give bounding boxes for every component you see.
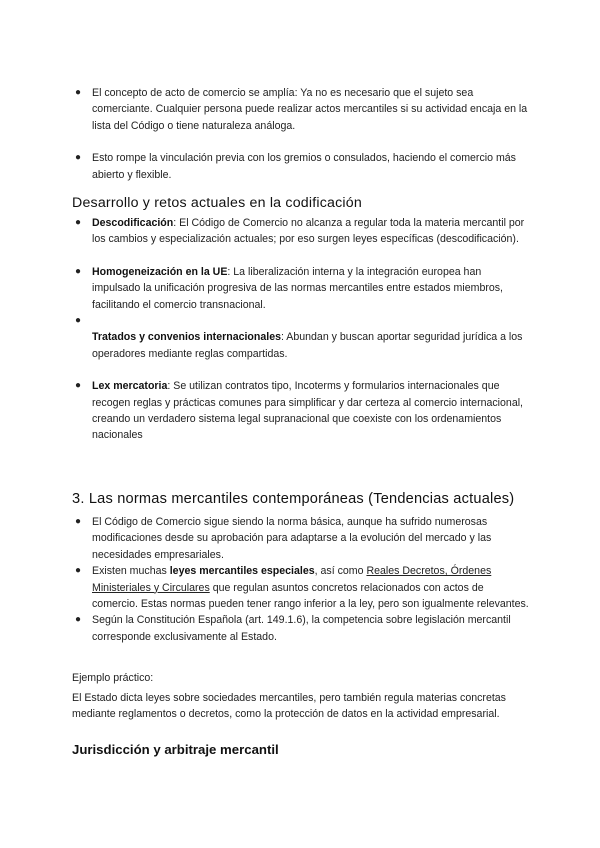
example-label: Ejemplo práctico: (72, 672, 154, 684)
intro-list (75, 85, 532, 183)
term-label: Tratados y convenios internacionales (92, 331, 281, 344)
bullet-icon: ● (75, 152, 82, 164)
term-label: Homogeneización en la UE (92, 265, 228, 278)
list-item: ● El Código de Comercio sigue siendo la norma básica, aunque ha sufrido numerosas modificaciones desde su aprobación para adaptarse a la evolución del mercado y las necesidades empresariales. (75, 516, 492, 561)
section-heading-desarrollo: Desarrollo y retos actuales en la codificación (72, 195, 362, 211)
term-label: Descodificación (92, 217, 174, 229)
underlined-link[interactable]: Reales Decretos, Órdenes Ministeriales y Circulares (92, 565, 492, 594)
bullet-icon: ● (75, 380, 82, 392)
normas-list (75, 514, 532, 645)
bullet-icon: ● (75, 87, 82, 98)
emphasis-text: leyes mercantiles especiales (169, 565, 315, 578)
list-item: ● Esto rompe la vinculación previa con los gremios o consulados, haciendo el comercio más abierto y flexible. (75, 152, 516, 181)
desarrollo-list (75, 215, 532, 444)
bullet-icon: ● (75, 315, 82, 327)
section-heading-normas: 3. Las normas mercantiles contemporáneas (Tendencias actuales) (72, 491, 515, 507)
bullet-icon: ● (75, 265, 82, 277)
list-item: ● Según la Constitución Española (art. 149.1.6), la competencia sobre legislación mercantil corresponde exclusivamente al Estado. (75, 614, 511, 643)
bullet-icon: ● (75, 217, 82, 228)
term-label: Lex mercatoria (92, 380, 168, 393)
list-item: ● Tratados y convenios internacionales: Abundan y buscan aportar seguridad jurídica a los operadores mediante reglas compartidas. (75, 315, 523, 360)
list-item: ● Descodificación: El Código de Comercio no alcanza a regular toda la materia mercantil por los cambios y especialización actuales; por eso surgen leyes específicas (descodificación). (75, 217, 525, 246)
list-item: ● Homogeneización en la UE: La liberalización interna y la integración europea han impulsado la unificación progresiva de las normas mercantiles entre estados miembros, facilitando el comercio transnacional. (75, 265, 503, 311)
example-text: El Estado dicta leyes sobre sociedades mercantiles, pero también regula materias concretas mediante reglamentos o decretos, como la protección de datos en la actividad empresarial. (72, 692, 506, 721)
section-heading-jurisdiccion: Jurisdicción y arbitraje mercantil (72, 742, 279, 757)
bullet-icon: ● (75, 516, 82, 527)
list-item: ● El concepto de acto de comercio se amplía: Ya no es necesario que el sujeto sea comerciante. Cualquier persona puede realizar actos mercantiles si su actividad encaja en la lista del Código o tiene naturaleza análoga. (75, 87, 528, 132)
list-item: ● Existen muchas leyes mercantiles especiales, así como Reales Decretos, Órdenes Ministeriales y Circulares que regulan asuntos concretos relacionados con actos de comercio. Estas normas pueden tener rango inferior a la ley, pero son igualmente relevantes. (75, 565, 529, 611)
bullet-icon: ● (75, 565, 82, 577)
list-item: ● Lex mercatoria: Se utilizan contratos tipo, Incoterms y formularios internacionales que recogen reglas y prácticas comunes para simplificar y dar certeza al comercio internacional, creando un verdadero sistema legal supranacional que coexiste con los ordenamientos nacionales (75, 380, 524, 442)
bullet-icon: ● (75, 614, 82, 626)
